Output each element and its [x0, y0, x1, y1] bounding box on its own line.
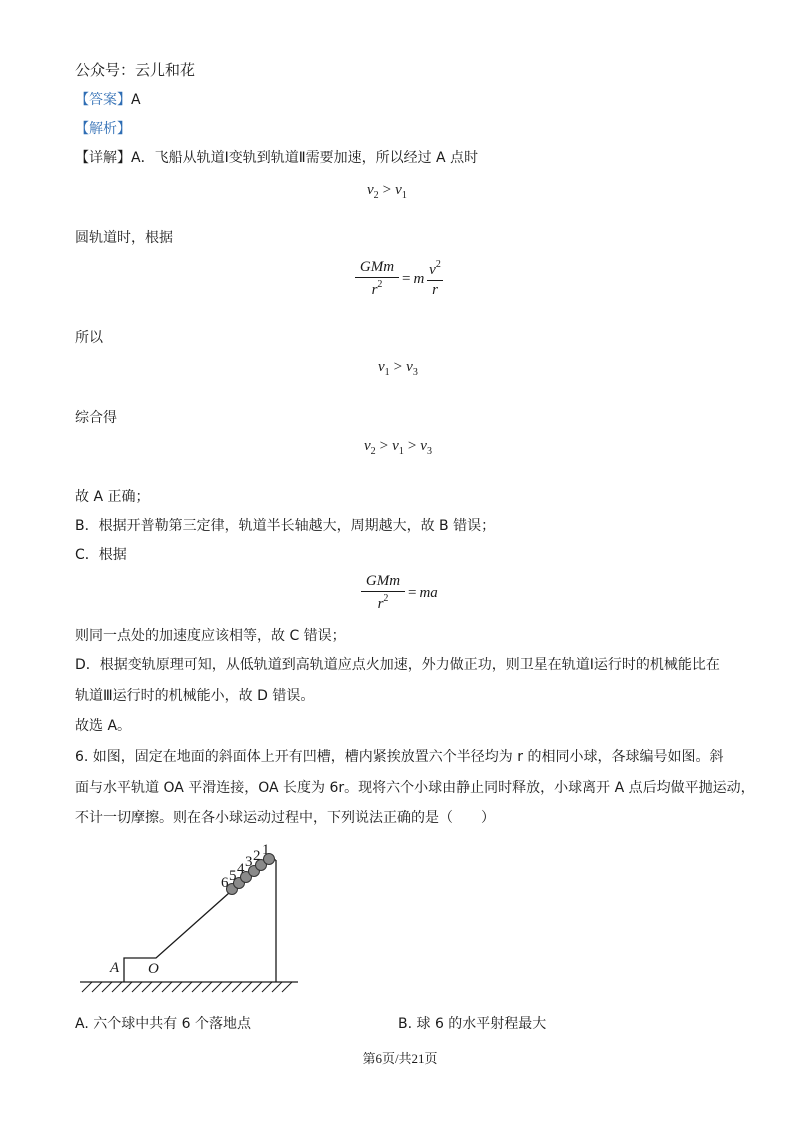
point-a-label: A: [110, 960, 120, 976]
question6-line2: 面与水平轨道 OA 平滑连接，OA 长度为 6r。现将六个小球由静止同时释放，小球离开 A 点后均做平抛运动，: [75, 780, 755, 796]
frac-gmm-r2-b: GMm $r^2$: [361, 573, 405, 613]
combine-text: 综合得: [75, 410, 117, 426]
question6-line3: 不计一切摩擦。则在各小球运动过程中，下列说法正确的是（ ）: [75, 810, 495, 826]
equals-m: = m: [402, 271, 425, 287]
analysis-label: 【解析】: [75, 121, 131, 137]
c-result-text: 则同一点处的加速度应该相等，故 C 错误；: [75, 628, 346, 644]
track-outline: [124, 893, 229, 982]
ball-label-2: 2: [253, 848, 261, 864]
detail-intro: 【详解】A．飞船从轨道Ⅰ变轨到轨道Ⅱ需要加速，所以经过 A 点时: [75, 150, 479, 166]
ground-hatching: [82, 982, 292, 992]
equals-ma: = ma: [408, 585, 438, 601]
equation-v1-gt-v3: $v_1 > v_3$: [378, 359, 418, 378]
option-a: A. 六个球中共有 6 个落地点: [75, 1016, 252, 1032]
equation-v2-gt-v1-gt-v3: $v_2 > v_1 > v_3$: [364, 438, 432, 457]
choose-text: 故选 A。: [75, 718, 132, 734]
equation-v2-gt-v1: $v_2 > v_1$: [367, 182, 407, 201]
c-text: C．根据: [75, 547, 127, 563]
question6-line1: 6. 如图，固定在地面的斜面体上开有凹槽，槽内紧挨放置六个半径均为 r 的相同小球，各球编号如图。斜: [75, 749, 724, 765]
ball-label-3: 3: [245, 854, 253, 870]
frac-v2-r: $\frac{v^2}{r}$: [427, 259, 443, 299]
circle-orbit-text: 圆轨道时，根据: [75, 230, 173, 246]
b-text: B．根据开普勒第三定律，轨道半长轴越大，周期越大，故 B 错误；: [75, 518, 496, 534]
d-text-line2: 轨道Ⅲ运行时的机械能小，故 D 错误。: [75, 688, 315, 704]
ball-label-5: 5: [229, 868, 237, 884]
ball-label-4: 4: [237, 861, 245, 877]
answer-label: 【答案】: [75, 92, 131, 108]
so-text: 所以: [75, 330, 103, 346]
account-name: 公众号：云儿和花: [75, 61, 196, 79]
ball-label-1: 1: [262, 842, 270, 858]
option-b: B. 球 6 的水平射程最大: [398, 1016, 547, 1032]
d-text-line1: D．根据变轨原理可知，从低轨道到高轨道应点火加速，外力做正功，则卫星在轨道Ⅰ运行时的机械能比在: [75, 657, 720, 673]
answer-value: A: [131, 92, 141, 108]
point-o-label: O: [148, 961, 159, 977]
ball-label-6: 6: [221, 875, 229, 891]
a-correct-text: 故 A 正确；: [75, 489, 150, 505]
page-footer: 第6页/共21页: [362, 1051, 438, 1066]
frac-gmm-r2: GMm $r^2$: [355, 259, 399, 299]
